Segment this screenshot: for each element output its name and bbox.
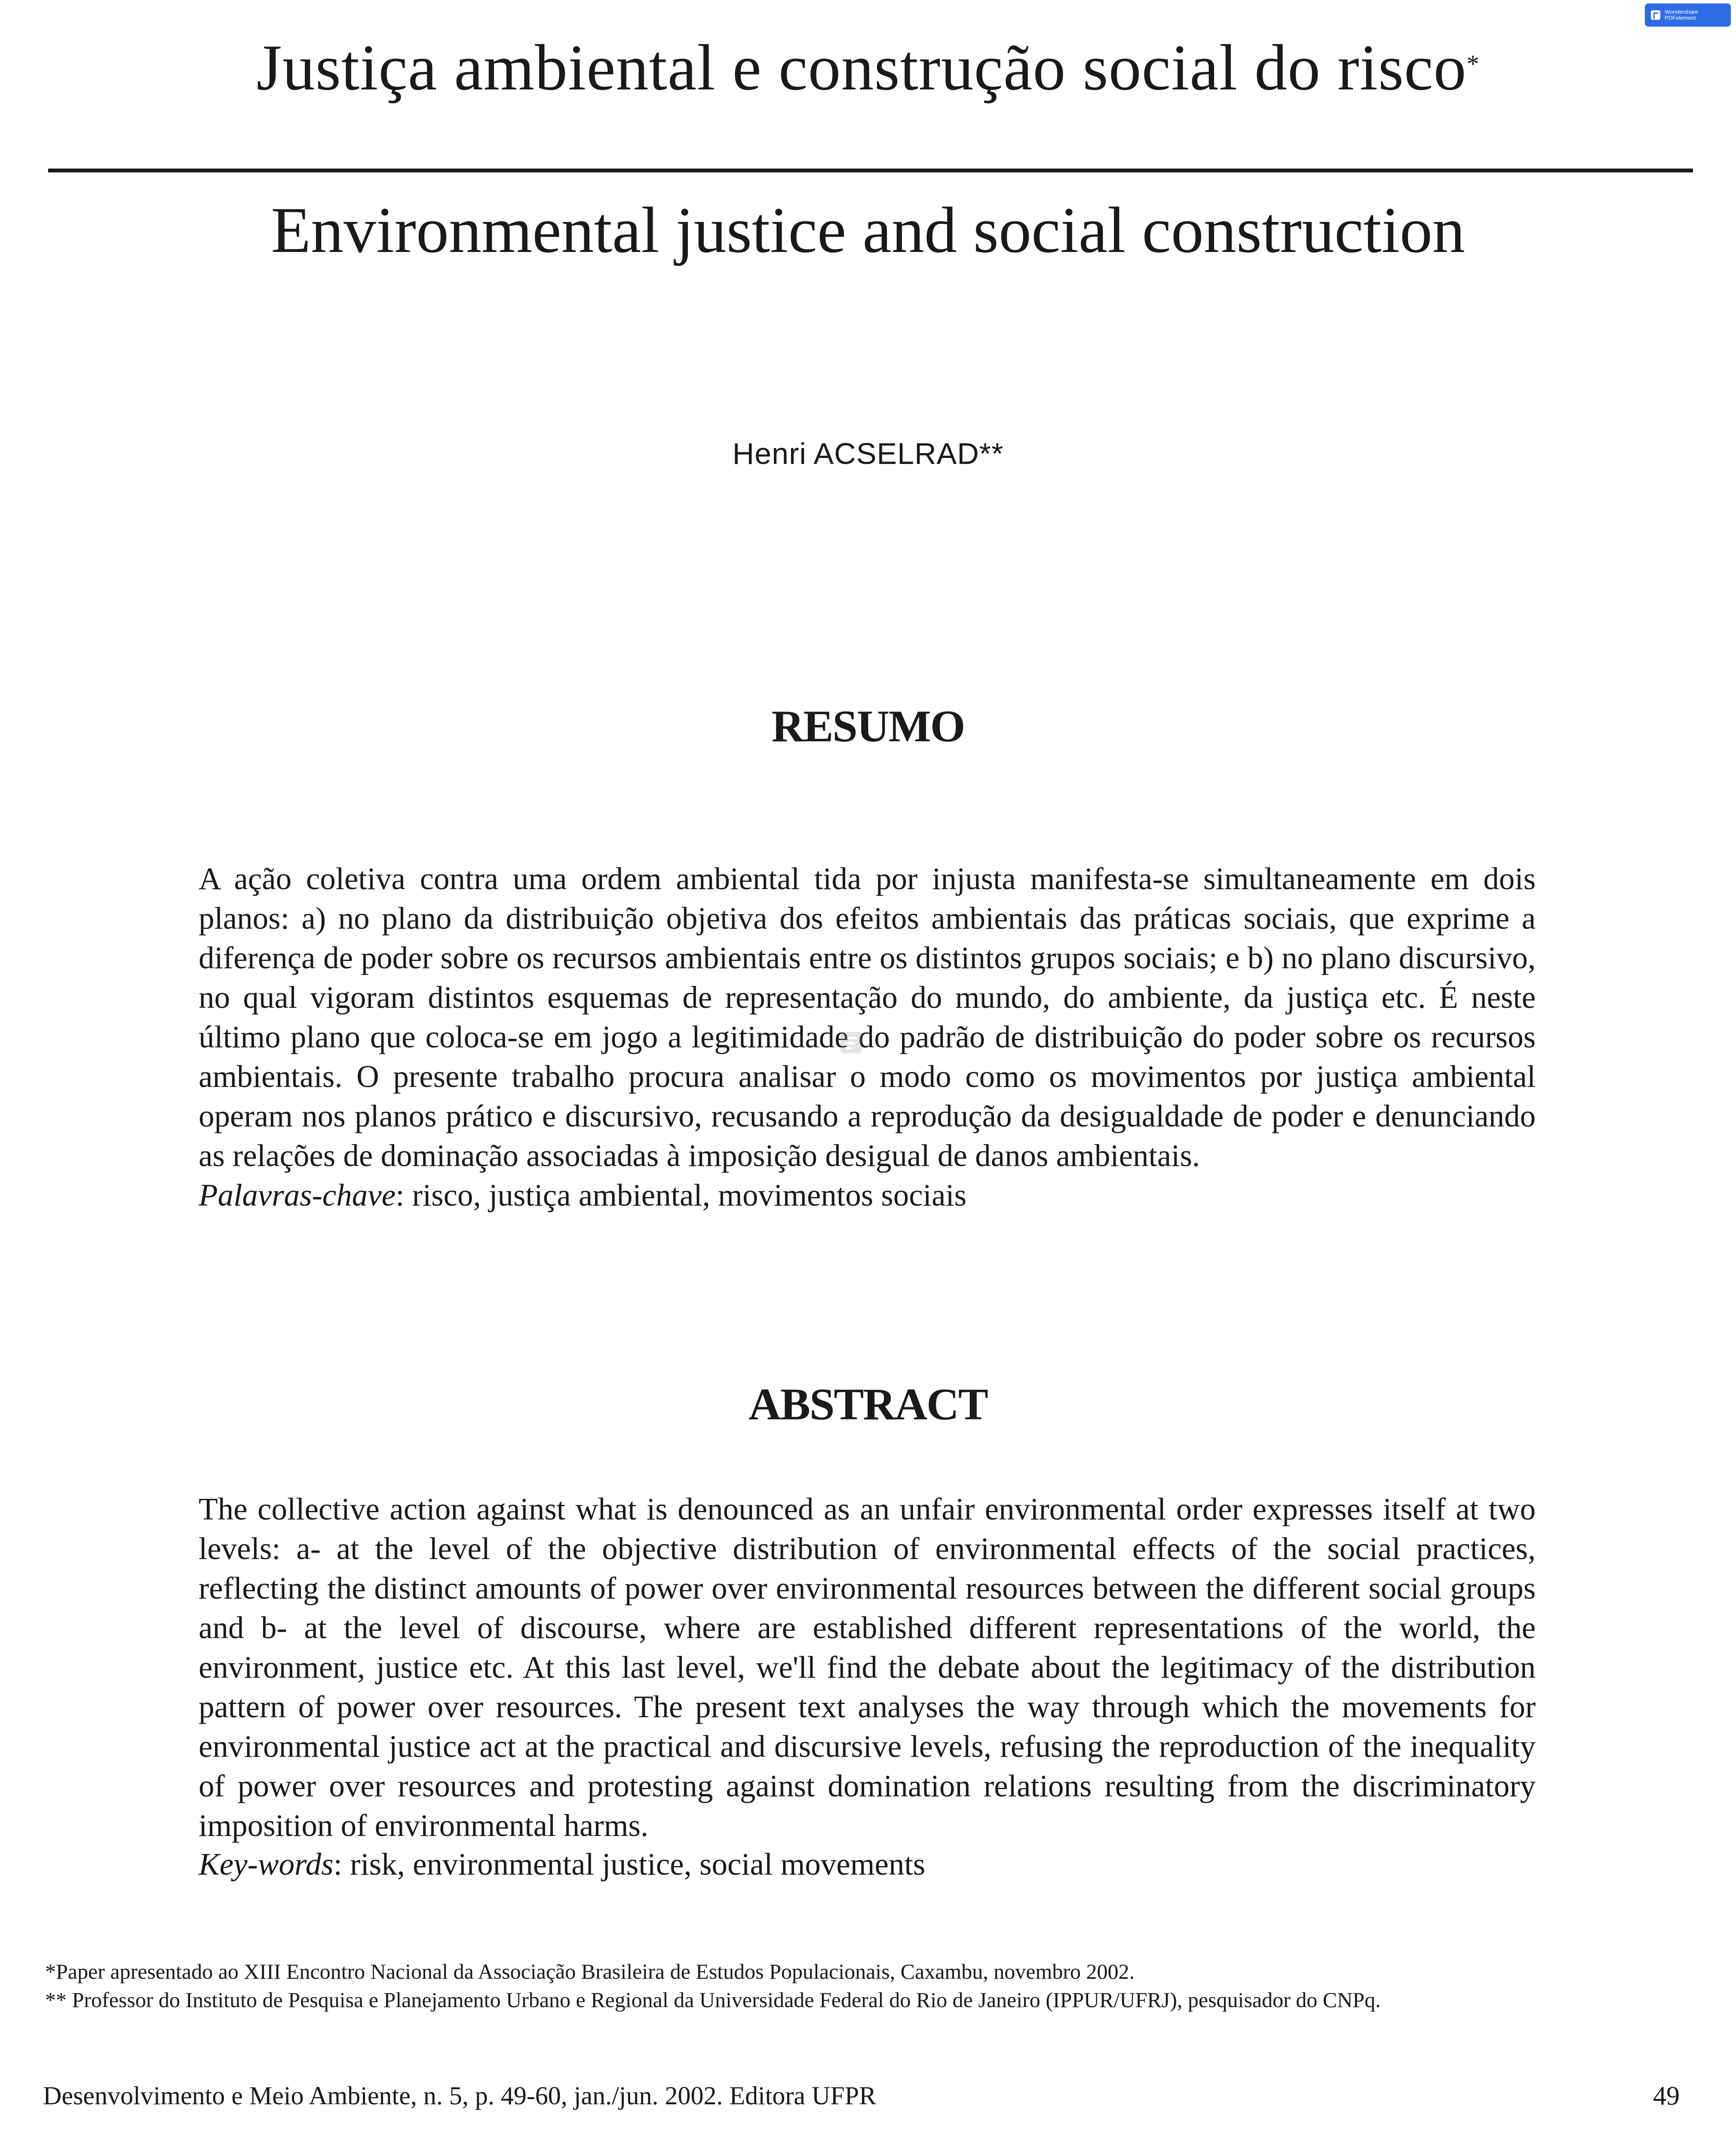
footnote-author: ** Professor do Instituto de Pesquisa e Planejamento Urbano e Regional da Universidade Federal do Rio de Janeiro (IPPUR/UFRJ), pesquisador do CNPq.	[45, 1988, 1381, 2012]
title-footnote-mark: *	[1466, 50, 1480, 78]
title-divider	[48, 169, 1693, 172]
watermark-label: Wondershare PDFelement	[1665, 9, 1698, 21]
resumo-paragraph: A ação coletiva contra uma ordem ambiental tida por injusta manifesta-se simultaneamente em dois planos: a) no plano da distribuição objetiva dos efeitos ambientais das práticas sociais, que exprime a diferença de poder sobre os recursos ambientais entre os distintos grupos sociais; e b) no plano discursivo, no qual vigoram distintos esquemas de representação do mundo, do ambiente, da justiça etc. É neste último plano que coloca-se em jogo a legitimidade do padrão de distribuição do poder sobre os recursos ambientais. O presente trabalho procura analisar o modo como os movimentos por justiça ambiental operam nos planos prático e discursivo, recusando a reprodução da desigualdade de poder e denunciando as relações de dominação associadas à imposição desigual de danos ambientais.	[199, 861, 1536, 1173]
pdfelement-watermark	[1645, 3, 1731, 27]
abstract-keywords-label: Key-words	[199, 1847, 334, 1882]
abstract-keywords-list: : risk, environmental justice, social movements	[333, 1847, 926, 1882]
abstract-keywords	[199, 1845, 925, 1884]
resumo-keywords-label: Palavras-chave	[199, 1178, 396, 1213]
footnote-paper: *Paper apresentado ao XIII Encontro Nacional da Associação Brasileira de Estudos Populacionais, Caxambu, novembro 2002.	[45, 1959, 1135, 1983]
resumo-keywords-list: : risco, justiça ambiental, movimentos sociais	[396, 1178, 967, 1213]
watermark-stamp-icon	[832, 1023, 871, 1062]
title-english: Environmental justice and social construction	[271, 194, 1465, 266]
pdfelement-logo-icon	[1651, 10, 1660, 20]
abstract-heading: ABSTRACT	[748, 1379, 988, 1429]
title-portuguese-text: Justiça ambiental e construção social do risco	[256, 31, 1467, 104]
page-number: 49	[1653, 2081, 1680, 2111]
journal-citation: Desenvolvimento e Meio Ambiente, n. 5, p. 49-60, jan./jun. 2002. Editora UFPR	[43, 2081, 877, 2110]
abstract-paragraph: The collective action against what is denounced as an unfair environmental order expresses itself at two levels: a- at the level of the objective distribution of environmental effects of the social practices, reflecting the distinct amounts of power over environmental resources between the different social groups and b- at the level of discourse, where are established different representations of the world, the environment, justice etc. At this last level, we'll find the debate about the legitimacy of the distribution pattern of power over resources. The present text analyses the way through which the movements for environmental justice act at the practical and discursive levels, refusing the reproduction of the inequality of power over resources and protesting against domination relations resulting from the discriminatory imposition of environmental harms.	[199, 1492, 1536, 1843]
resumo-keywords	[199, 1176, 966, 1215]
resumo-heading: RESUMO	[771, 701, 965, 751]
author-name: Henri ACSELRAD**	[732, 437, 1004, 470]
title-portuguese	[0, 30, 1736, 105]
